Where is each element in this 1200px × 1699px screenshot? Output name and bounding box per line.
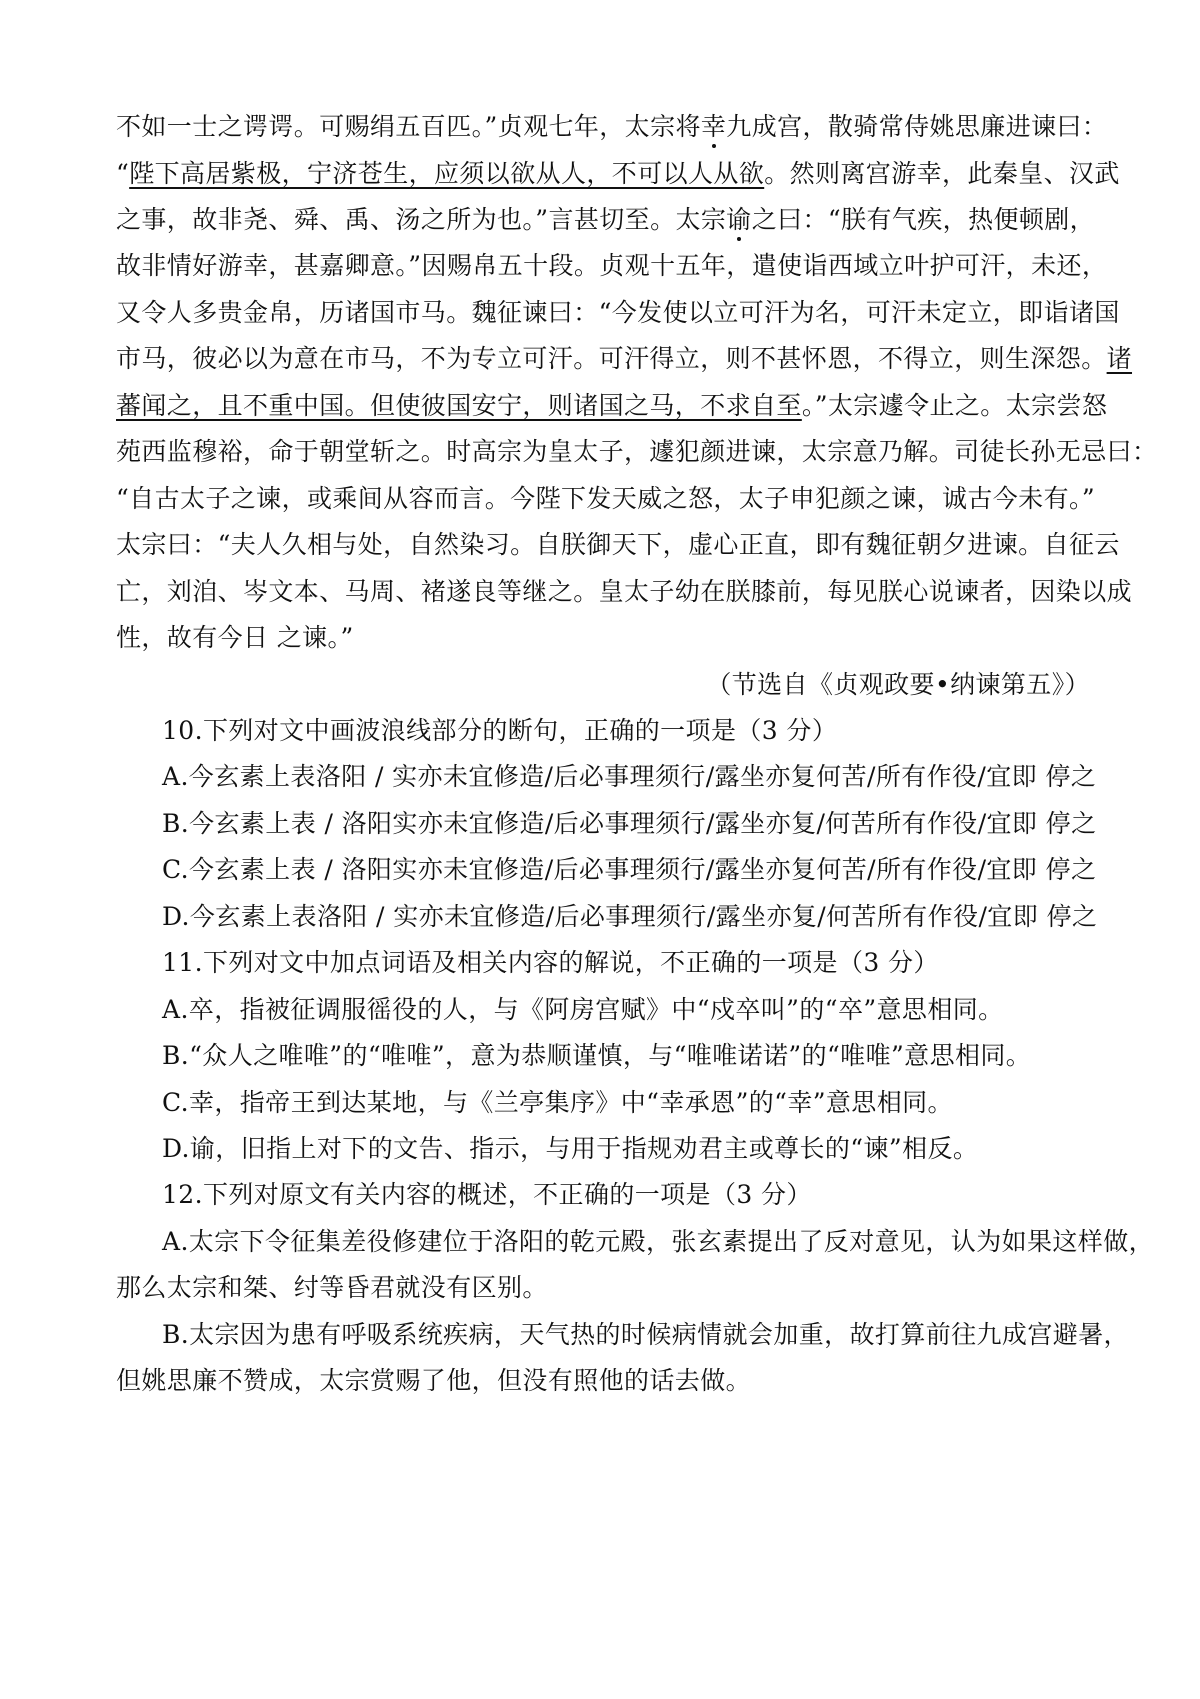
dotted-word: 谕 <box>726 205 752 234</box>
question-12-option-b: B.太宗因为患有呼吸系统疾病，天气热的时候病情就会加重，故打算前往九成宫避暑， <box>162 1320 1129 1349</box>
text-segment: “ <box>116 159 130 188</box>
question-11-option-d: D.谕，旧指上对下的文告、指示，与用于指规劝君主或尊长的“谏”相反。 <box>162 1134 979 1163</box>
passage-line-8: 苑西监穆裕，命于朝堂斩之。时高宗为皇太子，遽犯颜进谏，太宗意乃解。司徒长孙无忌曰： <box>116 437 1158 466</box>
question-12-stem: 12.下列对原文有关内容的概述，不正确的一项是（3 分） <box>162 1180 812 1209</box>
passage-line-9: “自古太子之谏，或乘间从容而言。今陛下发天威之怒，太子申犯颜之谏，诚古今未有。” <box>116 484 1096 513</box>
text-segment: 不如一士之谔谔。可赐绢五百匹。”贞观七年，太宗将 <box>116 112 701 141</box>
question-10-option-d: D.今玄素上表洛阳 / 实亦未宜修造/后必事理须行/露坐亦复/何苦所有作役/宜即 停之 <box>162 902 1098 931</box>
question-12-option-b-cont: 但姚思廉不赞成，太宗赏赐了他，但没有照他的话去做。 <box>116 1366 752 1395</box>
question-11-option-c: C.幸，指帝王到达某地，与《兰亭集序》中“幸承恩”的“幸”意思相同。 <box>162 1088 953 1117</box>
passage-line-6 <box>116 342 1133 376</box>
question-12-option-a-cont: 那么太宗和桀、纣等昏君就没有区别。 <box>116 1273 548 1302</box>
underlined-sentence: 蕃闻之，且不重中国。但使彼国安宁，则诸国之马，不求自至 <box>116 391 802 420</box>
passage-source: （节选自《贞观政要•纳谏第五》） <box>706 670 1090 699</box>
passage-line-5: 又令人多贵金帛，历诸国市马。魏征谏曰：“今发使以立可汗为名，可汗未定立，即诣诸国 <box>116 298 1120 327</box>
question-11-option-a: A.卒，指被征调服徭役的人，与《阿房宫赋》中“戍卒叫”的“卒”意思相同。 <box>162 995 1004 1024</box>
passage-line-4: 故非情好游幸，甚嘉卿意。”因赐帛五十段。贞观十五年，遣使诣西域立叶护可汗，未还， <box>116 251 1108 280</box>
passage-line-1 <box>116 110 1108 144</box>
passage-line-7 <box>116 389 1108 423</box>
underlined-sentence: 陛下高居紫极，宁济苍生，应须以欲从人，不可以人从欲 <box>129 159 765 188</box>
question-10-stem: 10.下列对文中画波浪线部分的断句，正确的一项是（3 分） <box>162 716 838 745</box>
underlined-sentence: 诸 <box>1106 344 1133 373</box>
question-11-stem: 11.下列对文中加点词语及相关内容的解说，不正确的一项是（3 分） <box>162 948 939 977</box>
question-11-option-b: B.“众人之唯唯”的“唯唯”，意为恭顺谨慎，与“唯唯诺诺”的“唯唯”意思相同。 <box>162 1041 1032 1070</box>
passage-line-2 <box>116 157 1120 191</box>
text-segment: 市马，彼必以为意在市马，不为专立可汗。可汗得立，则不甚怀恩，不得立，则生深怨。 <box>116 344 1107 373</box>
question-10-option-a: A.今玄素上表洛阳 / 实亦未宜修造/后必事理须行/露坐亦复何苦/所有作役/宜即 停之 <box>162 762 1097 791</box>
question-10-option-b: B.今玄素上表 / 洛阳实亦未宜修造/后必事理须行/露坐亦复/何苦所有作役/宜即 停之 <box>162 809 1097 838</box>
passage-line-10: 太宗曰：“夫人久相与处，自然染习。自朕御天下，虚心正直，即有魏征朝夕进谏。自征云 <box>116 530 1120 559</box>
text-segment: 。然则离宫游幸，此秦皇、汉武 <box>764 159 1120 188</box>
passage-line-12: 性，故有今日 之谏。” <box>116 623 354 652</box>
question-12-option-a: A.太宗下令征集差役修建位于洛阳的乾元殿，张玄素提出了反对意见，认为如果这样做， <box>162 1227 1155 1256</box>
passage-line-11: 亡，刘洎、岑文本、马周、褚遂良等继之。皇太子幼在朕膝前，每见朕心说谏者，因染以成 <box>116 577 1133 606</box>
text-segment: 之曰：“朕有气疾，热便顿剧， <box>751 205 1096 234</box>
dotted-word: 幸 <box>700 112 727 141</box>
text-segment: 九成宫，散骑常侍姚思廉进谏曰： <box>726 112 1108 141</box>
question-10-option-c: C.今玄素上表 / 洛阳实亦未宜修造/后必事理须行/露坐亦复何苦/所有作役/宜即 停之 <box>162 855 1097 884</box>
text-segment: 之事，故非尧、舜、禹、汤之所为也。”言甚切至。太宗 <box>116 205 727 234</box>
passage-line-3 <box>116 203 1096 237</box>
text-segment: 。”太宗遽令止之。太宗尝怒 <box>801 391 1108 420</box>
